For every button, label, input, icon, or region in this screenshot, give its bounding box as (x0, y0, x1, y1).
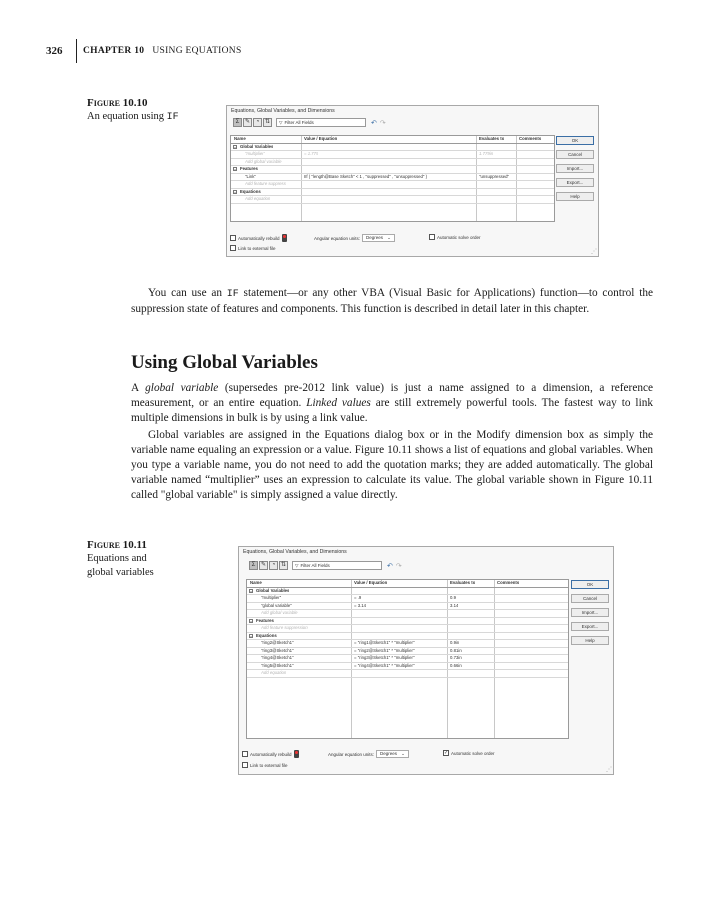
filter-input[interactable]: ▽ Filter All Fields (276, 118, 366, 127)
equations-dialog-2 (238, 546, 614, 775)
column-header[interactable]: Name (234, 136, 246, 141)
value-equation[interactable]: = .9 (354, 595, 362, 600)
table-row[interactable] (247, 603, 568, 611)
section-label: Features (240, 166, 258, 171)
variable-name: "ring4@Sketch1" (261, 655, 294, 660)
table-row[interactable] (247, 633, 568, 641)
collapse-icon[interactable]: − (250, 633, 253, 639)
value-equation[interactable]: = "ring4@Sketch1" * "multiplier" (354, 662, 415, 668)
table-row[interactable] (231, 144, 554, 152)
resize-grip-icon[interactable]: ⋰ (591, 249, 597, 255)
rebuild-indicator-icon (294, 750, 299, 758)
table-row[interactable] (247, 663, 568, 671)
collapse-icon[interactable]: − (234, 144, 237, 150)
table-row[interactable] (231, 151, 554, 159)
value-equation[interactable]: IIf ( "length@Base Sketch" < 1 , "suppressed" , "unsuppressed" ) (304, 173, 428, 179)
column-header[interactable]: Name (250, 580, 262, 585)
filter-icon: ▽ (279, 120, 283, 125)
add-row-hint: Add equation (245, 196, 271, 201)
link-external-checkbox[interactable] (230, 245, 236, 251)
column-header[interactable]: Comments (497, 580, 520, 585)
body-paragraph-1: You can use an IF statement—or any other VBA (Visual Basic for Applications) function—to control the suppression state of features and components. This function is described in detail later in this chapter. (131, 287, 653, 315)
dialog-buttons (556, 136, 594, 206)
sketch-view-icon[interactable]: ✎ (260, 562, 267, 568)
chevron-down-icon: ⌄ (387, 235, 391, 240)
value-equation[interactable]: = "ring1@Sketch1" * "multiplier" (354, 640, 415, 645)
export-button[interactable]: Export... (571, 622, 609, 631)
table-row[interactable] (247, 655, 568, 663)
figure-caption-text: An equation using IF (87, 111, 179, 123)
table-row[interactable] (231, 189, 554, 197)
add-row-hint: Add feature suppression (261, 625, 308, 630)
table-row[interactable] (247, 610, 568, 618)
section-label: Global Variables (256, 587, 290, 593)
ok-button[interactable]: OK (556, 136, 594, 145)
table-row[interactable] (231, 174, 554, 182)
collapse-icon[interactable]: − (250, 588, 253, 594)
auto-rebuild-option[interactable]: Automatically rebuild (230, 234, 287, 242)
collapse-icon[interactable]: − (250, 618, 253, 624)
evaluates-to: 1.779in (479, 151, 494, 156)
link-external-option[interactable]: Link to external file (230, 245, 276, 251)
value-equation[interactable]: = 3.14 (354, 602, 367, 608)
dimension-view-icon[interactable]: ◔ (269, 561, 278, 570)
add-row-hint: Add feature suppress (245, 181, 286, 186)
variable-name: "multiplier" (261, 595, 282, 600)
equations-grid (246, 579, 569, 739)
table-row[interactable] (231, 181, 554, 189)
figure-label: Figure 10.10 (87, 97, 148, 109)
variable-name: "ring3@Sketch1" (261, 647, 294, 653)
auto-rebuild-checkbox[interactable] (230, 235, 236, 241)
help-button[interactable]: Help (556, 192, 594, 201)
body-paragraph-3: Global variables are assigned in the Equations dialog box or in the Modify dimension box as simply the variable name equaling an expression or a value. Figure 10.11 shows a list of equations and global variables. When you type a variable name, you do not need to add the quotation marks; they are added automatically. The global variable named “multiplier” uses an expression to calculate its value. The global variable shown in Figure 10.11 called "global variable" is simply assigned a value directly. (131, 429, 653, 501)
variable-name: "Link" (245, 173, 256, 179)
header-divider (76, 39, 77, 63)
chapter-label: CHAPTER 10 (83, 46, 145, 56)
section-heading: Using Global Variables (131, 352, 318, 373)
figure-label: Figure 10.11 (87, 539, 147, 551)
sketch-view-icon[interactable]: ✎ (244, 119, 251, 125)
add-row-hint: Add equation (261, 670, 287, 675)
value-equation[interactable]: = 1.779 (304, 151, 319, 156)
section-label: Equations (240, 188, 261, 194)
rebuild-indicator-icon (282, 234, 287, 242)
column-header[interactable]: Value / Equation (304, 136, 338, 141)
link-external-option[interactable]: Link to external file (242, 762, 288, 768)
variable-name: "ring5@Sketch1" (261, 662, 294, 668)
collapse-icon[interactable]: − (234, 189, 237, 195)
equation-view-icon[interactable]: Σ (233, 118, 242, 127)
chevron-down-icon: ⌄ (401, 751, 405, 756)
undo-icon[interactable]: ↶ (371, 119, 377, 127)
table-row[interactable] (247, 640, 568, 648)
table-row[interactable] (247, 625, 568, 633)
cancel-button[interactable]: Cancel (556, 150, 594, 159)
collapse-icon[interactable]: − (234, 167, 237, 172)
evaluates-to: 0.81in (450, 647, 462, 653)
value-equation[interactable]: = "ring3@Sketch1" * "multiplier" (354, 655, 415, 660)
ordered-view-icon[interactable]: ⇅ (264, 119, 271, 125)
table-row[interactable] (247, 670, 568, 678)
value-equation[interactable]: = "ring2@Sketch1" * "multiplier" (354, 647, 415, 653)
evaluates-to: 0.73in (450, 655, 462, 660)
evaluates-to: "unsuppressed" (479, 173, 510, 179)
table-row[interactable] (247, 595, 568, 603)
add-row-hint: Add global variable (245, 158, 282, 164)
export-button[interactable]: Export... (556, 178, 594, 187)
add-row-hint: Add global variable (261, 610, 298, 615)
filter-icon: ▽ (295, 563, 299, 568)
help-button[interactable]: Help (571, 636, 609, 645)
auto-solve-option[interactable]: Automatic solve order (429, 234, 481, 240)
table-row[interactable] (247, 648, 568, 656)
table-row[interactable] (231, 196, 554, 204)
table-row[interactable] (247, 588, 568, 596)
variable-name: "global variable" (261, 602, 292, 608)
variable-name: "ring2@Sketch1" (261, 640, 294, 645)
filter-input[interactable]: ▽ Filter All Fields (292, 561, 382, 570)
body-paragraph-2: A global variable (supersedes pre-2012 link value) is just a name assigned to a dimension, a reference measurement, or an entire equation. Linked values are still extremely powerful tools. The fastest way to link multiple dimensions in bulk is by using a link value. (131, 382, 654, 424)
column-header[interactable]: Comments (519, 136, 542, 141)
grid-header-row (247, 580, 568, 588)
evaluates-to: 3.14 (450, 602, 459, 608)
auto-solve-checkbox[interactable] (429, 234, 435, 240)
figure-caption-10-10 (87, 96, 207, 125)
ordered-view-icon[interactable]: ⇅ (280, 562, 287, 568)
angular-units-select[interactable]: Degrees ⌄ (376, 750, 409, 758)
resize-grip-icon[interactable]: ⋰ (606, 767, 612, 773)
figure-caption-text: Equations and global variables (87, 553, 154, 578)
auto-solve-checkbox[interactable]: ✓ (444, 750, 449, 756)
section-label: Features (256, 617, 274, 623)
equations-dialog-1 (226, 105, 599, 257)
auto-rebuild-option[interactable]: Automatically rebuild (242, 750, 299, 758)
cancel-button[interactable]: Cancel (571, 594, 609, 603)
column-header[interactable]: Evaluates to (450, 580, 476, 585)
table-row[interactable] (247, 618, 568, 626)
ok-button[interactable]: OK (571, 580, 609, 589)
variable-name: "multiplier" (245, 151, 266, 156)
angular-units-option: Angular equation units: Degrees ⌄ (328, 750, 409, 758)
table-row[interactable] (231, 166, 554, 174)
dialog-buttons (571, 580, 609, 650)
evaluates-to: 0.66in (450, 662, 462, 668)
column-header[interactable]: Value / Equation (354, 580, 388, 585)
evaluates-to: 0.9in (450, 640, 460, 645)
evaluates-to: 0.9 (450, 595, 456, 600)
dimension-view-icon[interactable]: ◔ (253, 118, 262, 127)
section-label: Equations (256, 632, 277, 638)
chapter-title: USING EQUATIONS (152, 46, 242, 56)
grid-header-row (231, 136, 554, 144)
auto-solve-option[interactable]: ✓ Automatic solve order (444, 750, 495, 756)
import-button[interactable]: Import... (556, 164, 594, 173)
undo-icon[interactable]: ↶ (387, 562, 393, 570)
auto-rebuild-checkbox[interactable] (242, 751, 248, 757)
running-header (46, 38, 242, 64)
dialog-title: Equations, Global Variables, and Dimensions (231, 108, 335, 114)
toolbar (233, 118, 386, 127)
page-number: 326 (46, 45, 63, 57)
column-header[interactable]: Evaluates to (479, 136, 505, 141)
toolbar (249, 561, 402, 570)
section-label: Global Variables (240, 143, 274, 149)
equations-grid (230, 135, 555, 222)
dialog-title: Equations, Global Variables, and Dimensions (243, 549, 347, 555)
angular-units-select[interactable]: Degrees ⌄ (362, 234, 395, 242)
redo-icon[interactable]: ↷ (395, 562, 402, 570)
redo-icon[interactable]: ↷ (379, 119, 386, 127)
equation-view-icon[interactable]: Σ (249, 561, 258, 570)
import-button[interactable]: Import... (571, 608, 609, 617)
figure-caption-10-11 (87, 538, 172, 580)
angular-units-option: Angular equation units: Degrees ⌄ (314, 234, 395, 242)
table-row[interactable] (231, 159, 554, 167)
link-external-checkbox[interactable] (242, 762, 248, 768)
